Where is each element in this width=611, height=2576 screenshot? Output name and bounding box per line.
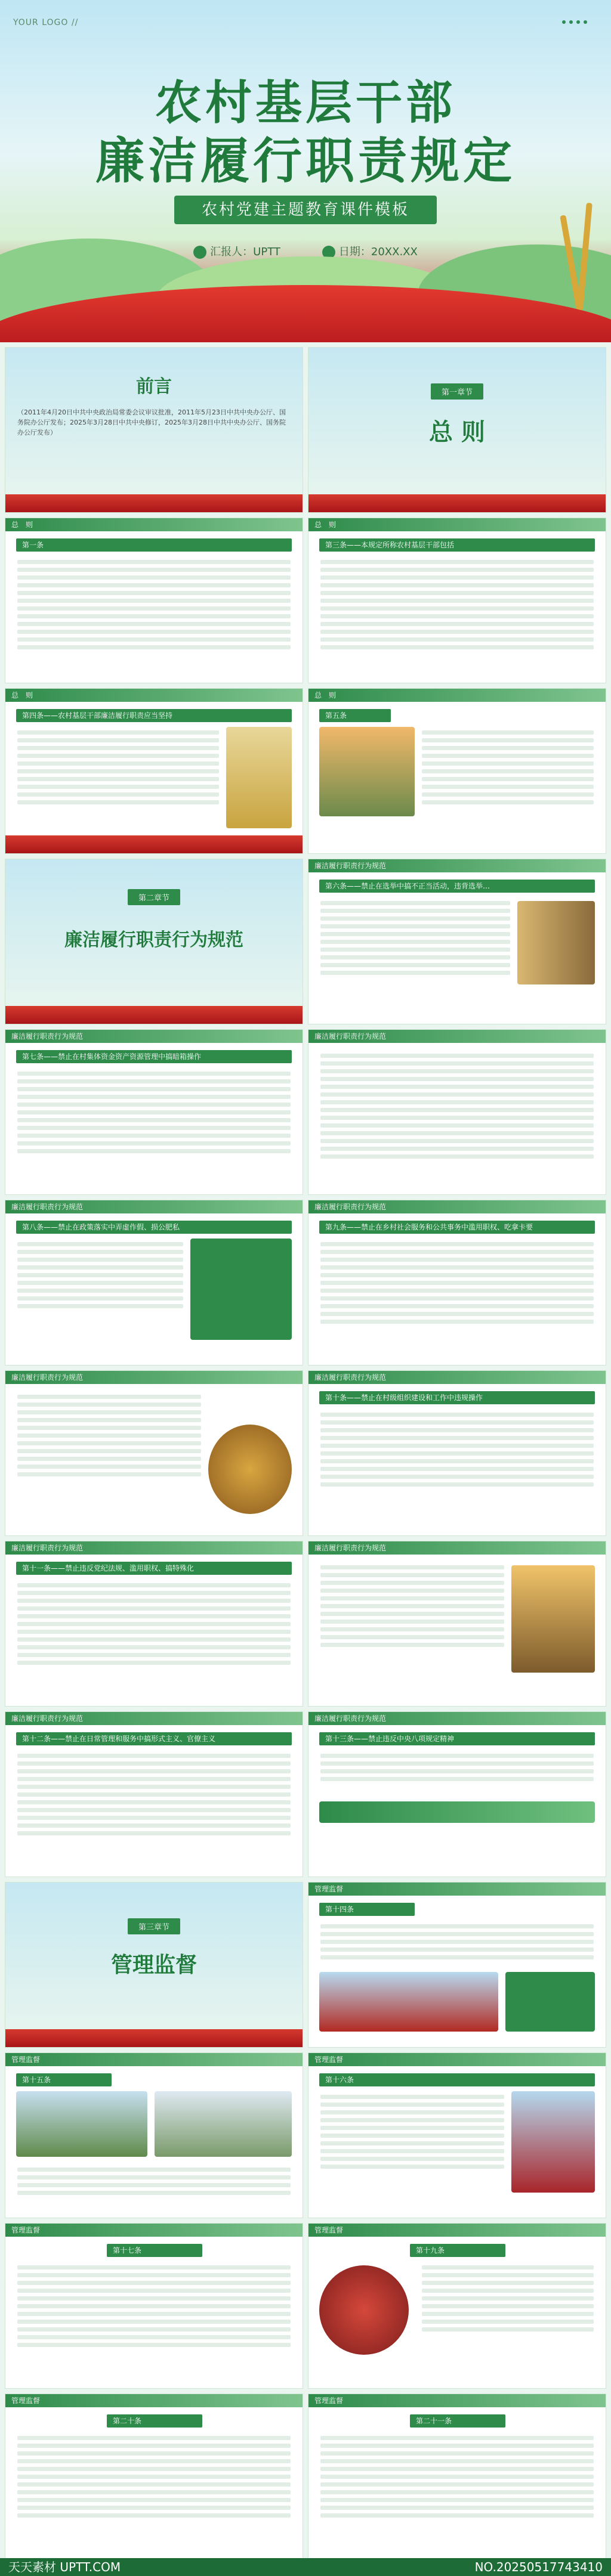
slide-article14[interactable] [308,1882,606,2048]
arch-images [517,901,595,984]
chapter-tag: 第一章节 [431,383,483,400]
hero-cover-slide [0,0,611,342]
article-bar: 第十条——禁止在村级组织建设和工作中违规操作 [319,1391,595,1404]
slide-header: 管理监督 [308,2394,606,2407]
text-lines [320,1239,594,1327]
slide-article3[interactable] [308,518,606,683]
text-lines [17,1750,291,1839]
article-bar: 第十四条 [319,1903,415,1916]
text-lines [320,1409,594,1490]
slide-ribbon [5,835,303,853]
text-lines [320,2432,594,2521]
hero-subtitle-banner: 农村党建主题教育课件模板 [174,196,437,224]
user-icon [193,246,206,259]
wheat-image [226,727,292,828]
date-text: 日期：20XX.XX [338,246,418,258]
slide-header: 总 则 [5,689,303,702]
reporter-text: 汇报人：UPTT [210,246,280,258]
slide-header: 廉洁履行职责行为规范 [308,1712,606,1725]
slide-article4[interactable] [5,688,303,854]
decor-dots [562,20,587,24]
slide-ribbon [5,2029,303,2047]
slide-ribbon [5,1006,303,1024]
article-bar: 第一条 [16,538,292,552]
slide-article16[interactable] [308,2052,606,2218]
slide-header: 管理监督 [308,2224,606,2237]
palace-image [319,1972,498,2032]
slide-ribbon [308,494,606,512]
article-bar: 第十七条 [107,2244,202,2257]
text-lines [320,556,594,653]
slide-header: 廉洁履行职责行为规范 [308,1541,606,1555]
text-lines [17,2262,291,2351]
text-lines [422,2262,594,2335]
mountain-image [155,2091,292,2157]
watermark-id: NO.20250517743410 [474,2560,603,2574]
slide-article21[interactable] [308,2394,606,2559]
slide-ribbon [5,494,303,512]
hero-title-line2: 廉洁履行职责规定 [95,132,516,190]
slide-article9[interactable] [308,1200,606,1366]
slide-article5[interactable] [308,688,606,854]
slide-article11-cont[interactable] [308,1541,606,1707]
slide-article10[interactable] [308,1370,606,1536]
slide-chapter3[interactable] [5,1882,303,2048]
slide-header: 总 则 [5,518,303,531]
slide-header: 总 则 [308,518,606,531]
article-bar: 第十五条 [16,2073,112,2086]
slide-header: 廉洁履行职责行为规范 [308,1200,606,1213]
article-bar: 第四条——农村基层干部廉洁履行职责应当坚持 [16,709,292,722]
slide-header: 廉洁履行职责行为规范 [5,1030,303,1043]
slide-article15[interactable] [5,2052,303,2218]
text-lines [17,1068,291,1157]
text-lines [17,2432,291,2521]
chapter-tag: 第二章节 [128,889,180,905]
logo-text: YOUR LOGO // [13,18,79,27]
lion-statue-image [511,1565,595,1673]
slide-header: 管理监督 [5,2394,303,2407]
text-lines [17,727,219,808]
slide-header: 廉洁履行职责行为规范 [5,1371,303,1384]
chapter-title: 总 则 [429,418,485,446]
text-lines [320,1050,594,1162]
text-lines [17,2164,291,2199]
article-bar: 第二十一条 [410,2414,505,2428]
slide-article7[interactable] [5,1029,303,1195]
slide-chapter1[interactable] [308,347,606,513]
slide-header: 廉洁履行职责行为规范 [308,859,606,872]
lion-statue-image [208,1425,292,1514]
slide-header: 管理监督 [308,2053,606,2066]
article-bar: 第八条——禁止在政策落实中弄虚作假、损公肥私 [16,1221,292,1234]
greatwall-image [16,2091,147,2157]
article-bar: 第六条——禁止在选举中搞不正当活动，违背选举… [319,880,595,893]
slide-article11[interactable] [5,1541,303,1707]
article-bar: 第十六条 [319,2073,595,2086]
slide-article17-18[interactable] [5,2223,303,2389]
article-bar: 第十三条——禁止违反中央八项规定精神 [319,1732,595,1745]
preface-title: 前言 [136,376,172,397]
hero-title-line1: 农村基层干部 [155,76,456,130]
chapter-tag: 第三章节 [128,1918,180,1934]
article-bar: 第七条——禁止在村集体资金资产资源管理中搞暗箱操作 [16,1050,292,1063]
slide-article8[interactable] [5,1200,303,1366]
text-lines [17,1239,183,1312]
slide-article9-cont[interactable] [5,1370,303,1536]
green-title-box [505,1972,595,2032]
slide-article6[interactable] [308,859,606,1024]
red-building-image [319,2265,409,2355]
text-lines [320,897,510,979]
slide-article20[interactable] [5,2394,303,2559]
watermark-site: 天天素材 UPTT.COM [8,2560,121,2574]
text-lines [320,1921,594,1963]
palace-image [511,2091,595,2193]
slide-article13[interactable] [308,1711,606,1877]
article-bar: 第九条——禁止在乡村社会服务和公共事务中滥用职权、吃拿卡要 [319,1221,595,1234]
text-lines [320,1750,594,1785]
slide-article7-cont[interactable] [308,1029,606,1195]
slide-header: 管理监督 [308,1883,606,1896]
text-lines [17,1580,291,1668]
slide-chapter2[interactable] [5,859,303,1024]
arrow-timeline [319,1801,595,1823]
chapter-title: 管理监督 [110,1952,197,1977]
slide-preface[interactable] [5,347,303,513]
green-panel [190,1239,292,1340]
slide-article12[interactable] [5,1711,303,1877]
text-lines [17,556,291,653]
slide-header: 廉洁履行职责行为规范 [308,1371,606,1384]
slide-header: 管理监督 [5,2053,303,2066]
article-bar: 第五条 [319,709,391,722]
article-bar: 第十二条——禁止在日常管理和服务中搞形式主义、官僚主义 [16,1732,292,1745]
text-lines [320,2091,504,2172]
slide-header: 管理监督 [5,2224,303,2237]
text-lines [17,1391,201,1480]
text-lines [422,727,594,808]
preface-text: （2011年4月20日中共中央政治局常委会议审议批准，2011年5月23日中共中央办公厅、国务院办公厅发布；2025年3月28日中共中央修订，2025年3月28日中共中央办公厅、国务院办公厅发布） [17,408,286,436]
slide-header: 廉洁履行职责行为规范 [5,1200,303,1213]
reporter-item [193,243,280,259]
slide-article19[interactable] [308,2223,606,2389]
slide-header: 廉洁履行职责行为规范 [5,1541,303,1555]
chapter-title: 廉洁履行职责行为规范 [64,930,243,950]
watermark-bar [0,2558,611,2576]
slide-header: 总 则 [308,689,606,702]
article-bar: 第十九条 [410,2244,505,2257]
slide-header: 廉洁履行职责行为规范 [5,1712,303,1725]
slide-header: 廉洁履行职责行为规范 [308,1030,606,1043]
text-lines [320,1562,504,1651]
greatwall-image [319,727,415,816]
article-bar: 第十一条——禁止违反党纪法规、滥用职权、搞特殊化 [16,1562,292,1575]
article-bar: 第二十条 [107,2414,202,2428]
slide-article1[interactable] [5,518,303,683]
article-bar: 第三条——本规定所称农村基层干部包括 [319,538,595,552]
